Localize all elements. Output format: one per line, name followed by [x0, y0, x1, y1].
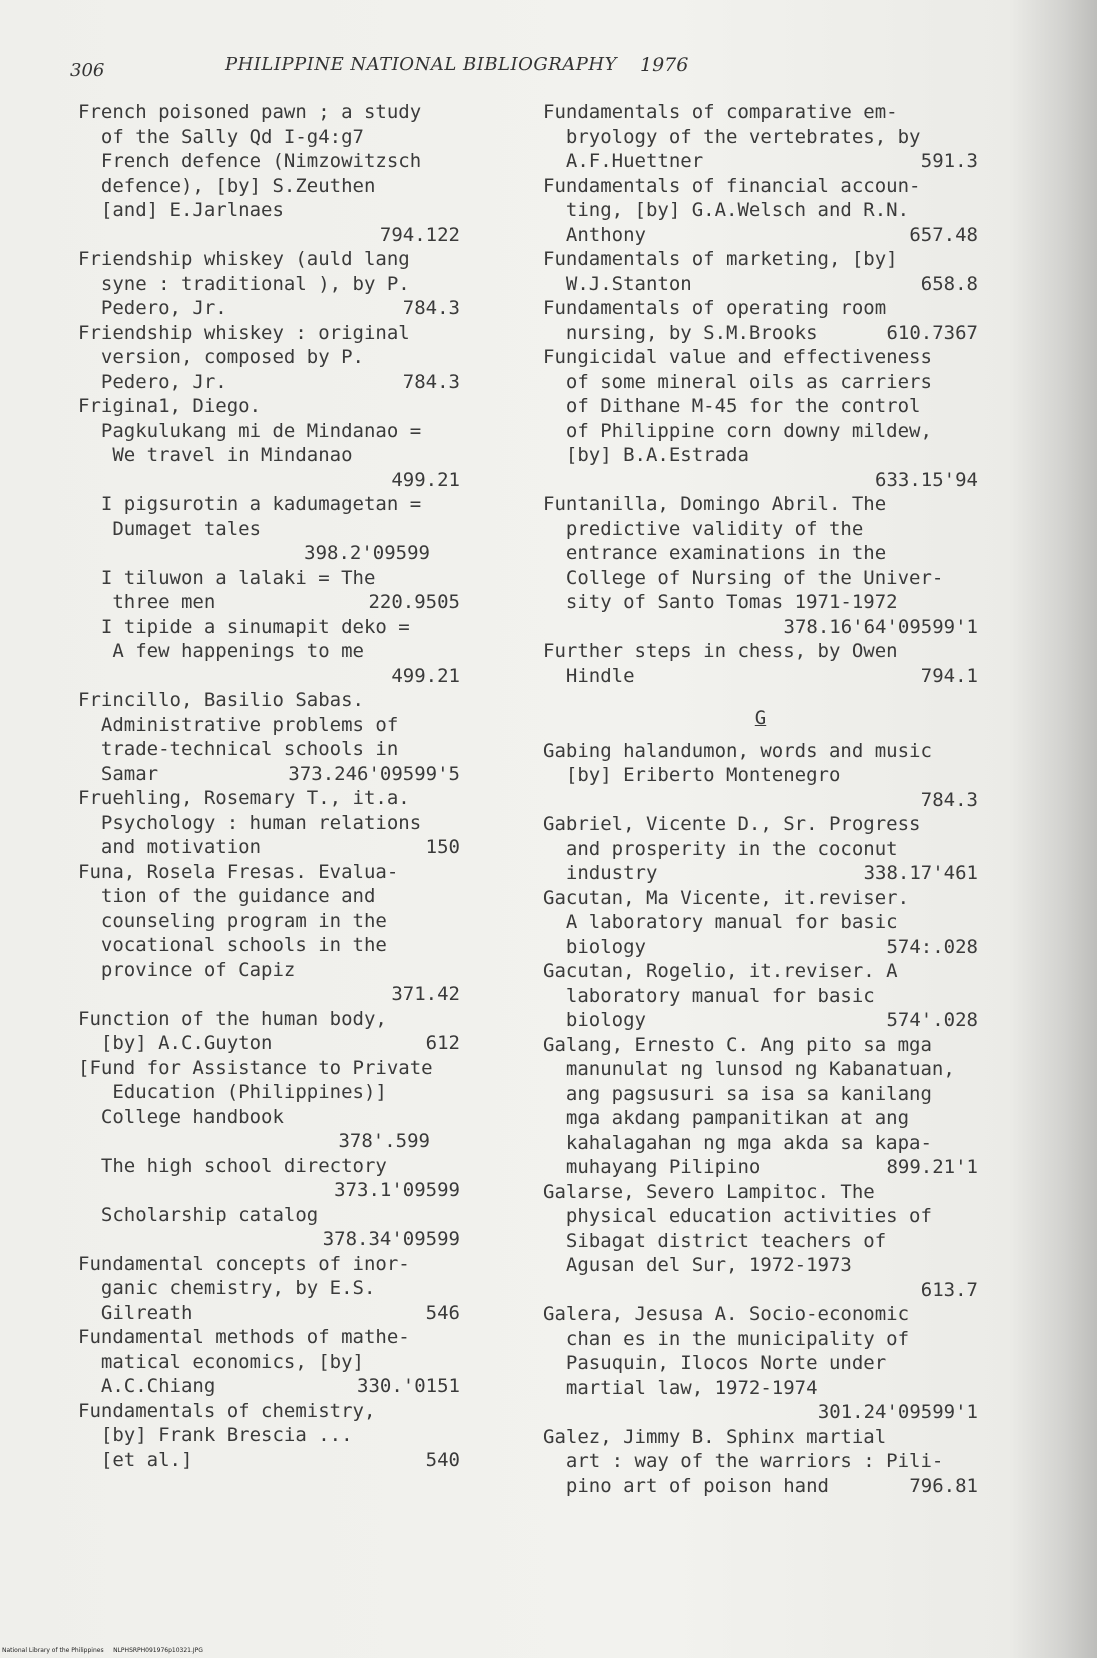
entry-line: biology — [543, 935, 646, 958]
call-number: 338.17'461 — [863, 862, 978, 884]
entry-line: Gabing halandumon, words and music — [543, 739, 932, 762]
entry-line: martial law, 1972-1974 — [543, 1376, 818, 1399]
call-number: 373.1'09599 — [334, 1179, 460, 1201]
bibliography-entry — [543, 174, 978, 248]
entry-line: Pagkulukang mi de Mindanao = — [78, 419, 422, 442]
bibliography-entry — [78, 566, 460, 615]
call-number: 574:.028 — [886, 935, 978, 958]
entry-line: I tiluwon a lalaki = The — [78, 566, 376, 589]
entry-line: Psychology : human relations — [78, 811, 422, 834]
entry-line: Fundamentals of marketing, [by] — [543, 248, 898, 270]
entry-line: [by] Eriberto Montenegro — [543, 764, 841, 786]
entry-line: tion of the guidance and — [78, 885, 376, 907]
bibliography-entry — [78, 1203, 460, 1252]
call-number: 784.3 — [920, 788, 978, 811]
entry-line: Hindle — [543, 664, 635, 687]
entry-line: matical economics, [by] — [78, 1350, 364, 1373]
entry-line: laboratory manual for basic — [543, 984, 875, 1007]
entry-line: bryology of the vertebrates, by — [543, 125, 921, 148]
bibliography-entry — [78, 149, 460, 247]
entry-line: Fundamental concepts of inor- — [78, 1252, 410, 1275]
entry-line: [by] B.A.Estrada — [543, 444, 749, 466]
bibliography-entry — [78, 321, 460, 395]
entry-line: Frincillo, Basilio Sabas. — [78, 689, 364, 711]
entry-line: College of Nursing of the Univer- — [543, 566, 944, 589]
page-number: 306 — [70, 60, 105, 81]
call-number: 613.7 — [920, 1278, 978, 1301]
entry-line: Education (Philippines)] — [78, 1081, 387, 1103]
call-number: 499.21 — [391, 664, 460, 687]
call-number: 574'.028 — [886, 1009, 978, 1031]
entry-line: trade-technical schools in — [78, 738, 399, 760]
bibliography-entry — [78, 1399, 460, 1473]
bibliography-entry — [78, 1056, 460, 1154]
entry-line: [by] A.C.Guyton — [78, 1032, 273, 1054]
entry-line: version, composed by P. — [78, 346, 364, 368]
entry-line: Gabriel, Vicente D., Sr. Progress — [543, 813, 921, 835]
bibliography-entry — [543, 100, 978, 174]
call-number: 378'.599 — [338, 1130, 430, 1152]
bibliography-entry — [78, 786, 460, 860]
entry-line: sity of Santo Tomas 1971-1972 — [543, 591, 898, 613]
entry-line: Galera, Jesusa A. Socio-economic — [543, 1303, 910, 1325]
entry-line: I tipide a sinumapit deko = — [78, 615, 410, 638]
entry-line: The high school directory — [78, 1154, 387, 1177]
bibliography-entry — [78, 615, 460, 689]
entry-line: Frigina1, Diego. — [78, 395, 262, 417]
call-number: 633.15'94 — [875, 468, 978, 491]
page-year: 1976 — [640, 54, 689, 76]
entry-line: W.J.Stanton — [543, 272, 692, 295]
page-header — [70, 54, 710, 84]
bibliography-entry — [543, 1302, 978, 1425]
entry-line: defence), [by] S.Zeuthen — [78, 174, 376, 197]
entry-line: Dumaget tales — [78, 517, 262, 540]
entry-line: Funtanilla, Domingo Abril. The — [543, 493, 887, 515]
bibliography-entry — [78, 1007, 460, 1056]
call-number: 378.16'64'09599'1 — [783, 615, 978, 638]
entry-line: Gacutan, Ma Vicente, it.reviser. — [543, 886, 910, 909]
entry-line: [by] Frank Brescia ... — [78, 1424, 353, 1446]
entry-line: syne : traditional ), by P. — [78, 272, 410, 295]
entry-line: entrance examinations in the — [543, 542, 887, 564]
bibliography-entry — [543, 886, 978, 960]
scan-footer: National Library of the Philippines NLPHSRPH091976p10321.JPG — [2, 1647, 203, 1654]
entry-line: Galez, Jimmy B. Sphinx martial — [543, 1425, 887, 1448]
page-title: PHILIPPINE NATIONAL BIBLIOGRAPHY — [225, 54, 617, 75]
bibliography-entry — [543, 739, 978, 813]
entry-line: province of Capiz — [78, 958, 296, 981]
entry-line: Galang, Ernesto C. Ang pito sa mga — [543, 1033, 932, 1056]
left-column — [78, 100, 460, 1472]
entry-line: Scholarship catalog — [78, 1203, 319, 1226]
entry-line: Fundamentals of financial accoun- — [543, 174, 921, 197]
bibliography-entry — [543, 812, 978, 886]
entry-line: and motivation — [78, 836, 262, 858]
bibliography-entry — [543, 296, 978, 345]
entry-line: of Philippine corn downy mildew, — [543, 419, 932, 442]
entry-line: College handbook — [78, 1105, 284, 1128]
bibliography-entry — [78, 688, 460, 786]
entry-line: ting, [by] G.A.Welsch and R.N. — [543, 199, 910, 221]
entry-line: predictive validity of the — [543, 517, 864, 540]
call-number: 657.48 — [909, 223, 978, 246]
bibliography-entry — [543, 1425, 978, 1499]
entry-line: A few happenings to me — [78, 640, 364, 662]
entry-line: industry — [543, 862, 658, 884]
call-number: 499.21 — [391, 468, 460, 491]
entry-line: [et al.] — [78, 1448, 193, 1471]
call-number: 220.9505 — [368, 591, 460, 613]
bibliography-entry — [78, 394, 460, 419]
entry-line: Gilreath — [78, 1301, 193, 1324]
entry-line: Further steps in chess, by Owen — [543, 640, 898, 662]
entry-line: of some mineral oils as carriers — [543, 370, 932, 393]
entry-line: Sibagat district teachers of — [543, 1229, 887, 1252]
entry-line: pino art of poison hand — [543, 1474, 829, 1497]
entry-line: French poisoned pawn ; a study — [78, 101, 422, 123]
bibliography-entry — [543, 639, 978, 688]
bibliography-entry — [78, 1154, 460, 1203]
entry-line: Fundamental methods of mathe- — [78, 1326, 410, 1348]
call-number: 794.1 — [920, 664, 978, 687]
bibliography-entry — [78, 100, 460, 149]
entry-line: nursing, by S.M.Brooks — [543, 321, 818, 344]
right-column — [543, 100, 978, 1498]
entry-line: of Dithane M-45 for the control — [543, 395, 921, 417]
section-letter: G — [754, 707, 767, 729]
call-number: 373.246'09599'5 — [288, 762, 460, 785]
entry-line: Gacutan, Rogelio, it.reviser. A — [543, 960, 898, 982]
bibliography-entry — [543, 345, 978, 492]
entry-line: kahalagahan ng mga akda sa kapa- — [543, 1131, 932, 1154]
entry-line: A.C.Chiang — [78, 1375, 216, 1397]
entry-line: muhayang Pilipino — [543, 1156, 761, 1178]
call-number: 330.'0151 — [357, 1375, 460, 1397]
entry-line: vocational schools in the — [78, 934, 387, 956]
entry-line: chan es in the municipality of — [543, 1327, 910, 1350]
call-number: 899.21'1 — [886, 1156, 978, 1178]
bibliography-entry — [543, 1033, 978, 1180]
call-number: 610.7367 — [886, 321, 978, 344]
entry-line: and prosperity in the coconut — [543, 837, 898, 860]
call-number: 784.3 — [402, 297, 460, 319]
entry-line: Samar — [78, 762, 159, 785]
bibliography-entry — [543, 247, 978, 296]
call-number: 591.3 — [920, 150, 978, 172]
entry-line: Fundamentals of comparative em- — [543, 101, 898, 123]
entry-line: Function of the human body, — [78, 1007, 387, 1030]
call-number: 150 — [425, 836, 460, 858]
entry-line: Fundamentals of operating room — [543, 297, 887, 319]
entry-line: Funa, Rosela Fresas. Evalua- — [78, 860, 399, 883]
bibliography-entry — [78, 419, 460, 493]
entry-line: Agusan del Sur, 1972-1973 — [543, 1254, 852, 1276]
bibliography-entry — [543, 959, 978, 1033]
bibliography-entry — [78, 1325, 460, 1399]
call-number: 546 — [425, 1301, 460, 1324]
call-number: 540 — [425, 1448, 460, 1471]
entry-line: Fruehling, Rosemary T., it.a. — [78, 787, 410, 809]
bibliography-entry — [78, 1252, 460, 1326]
call-number: 658.8 — [920, 272, 978, 295]
call-number: 371.42 — [391, 983, 460, 1005]
entry-line: Fundamentals of chemistry, — [78, 1399, 376, 1422]
entry-line: Fungicidal value and effectiveness — [543, 346, 932, 368]
entry-line: Pedero, Jr. — [78, 297, 227, 319]
bibliography-entry — [543, 1180, 978, 1303]
entry-line: Friendship whiskey (auld lang — [78, 248, 410, 270]
entry-line: A.F.Huettner — [543, 150, 704, 172]
entry-line: ang pagsusuri sa isa sa kanilang — [543, 1082, 932, 1105]
call-number: 794.122 — [379, 223, 460, 246]
entry-line: manunulat ng lunsod ng Kabanatuan, — [543, 1058, 955, 1080]
entry-line: counseling program in the — [78, 909, 387, 932]
entry-line: Anthony — [543, 223, 646, 246]
call-number: 796.81 — [909, 1474, 978, 1497]
entry-line: We travel in Mindanao — [78, 444, 353, 466]
entry-line: art : way of the warriors : Pili- — [543, 1450, 944, 1472]
entry-line: Administrative problems of — [78, 713, 399, 736]
entry-line: ganic chemistry, by E.S. — [78, 1277, 376, 1299]
entry-line: Pedero, Jr. — [78, 370, 227, 393]
entry-line: I pigsurotin a kadumagetan = — [78, 493, 422, 515]
bibliography-entry — [78, 247, 460, 321]
entry-line: French defence (Nimzowitzsch — [78, 150, 422, 172]
entry-line: Galarse, Severo Lampitoc. The — [543, 1180, 875, 1203]
call-number: 378.34'09599 — [322, 1228, 460, 1250]
entry-line: physical education activities of — [543, 1205, 932, 1227]
bibliography-entry — [78, 860, 460, 1007]
entry-line: Pasuquin, Ilocos Norte under — [543, 1352, 887, 1374]
bibliography-entry — [543, 492, 978, 639]
entry-line: of the Sally Qd I-g4:g7 — [78, 125, 364, 148]
call-number: 784.3 — [402, 370, 460, 393]
call-number: 612 — [425, 1032, 460, 1054]
entry-line: Friendship whiskey : original — [78, 321, 410, 344]
entry-line: biology — [543, 1009, 646, 1031]
right-column-g-entries — [543, 739, 978, 1499]
call-number: 301.24'09599'1 — [817, 1401, 978, 1423]
entry-line: [Fund for Assistance to Private — [78, 1056, 433, 1079]
bibliography-entry — [78, 492, 460, 566]
call-number: 398.2'09599 — [304, 542, 430, 564]
entry-line: [and] E.Jarlnaes — [78, 199, 284, 221]
entry-line: A laboratory manual for basic — [543, 911, 898, 933]
entry-line: three men — [78, 591, 216, 613]
entry-line: mga akdang pampanitikan at ang — [543, 1107, 910, 1129]
right-column-f-entries — [543, 100, 978, 688]
